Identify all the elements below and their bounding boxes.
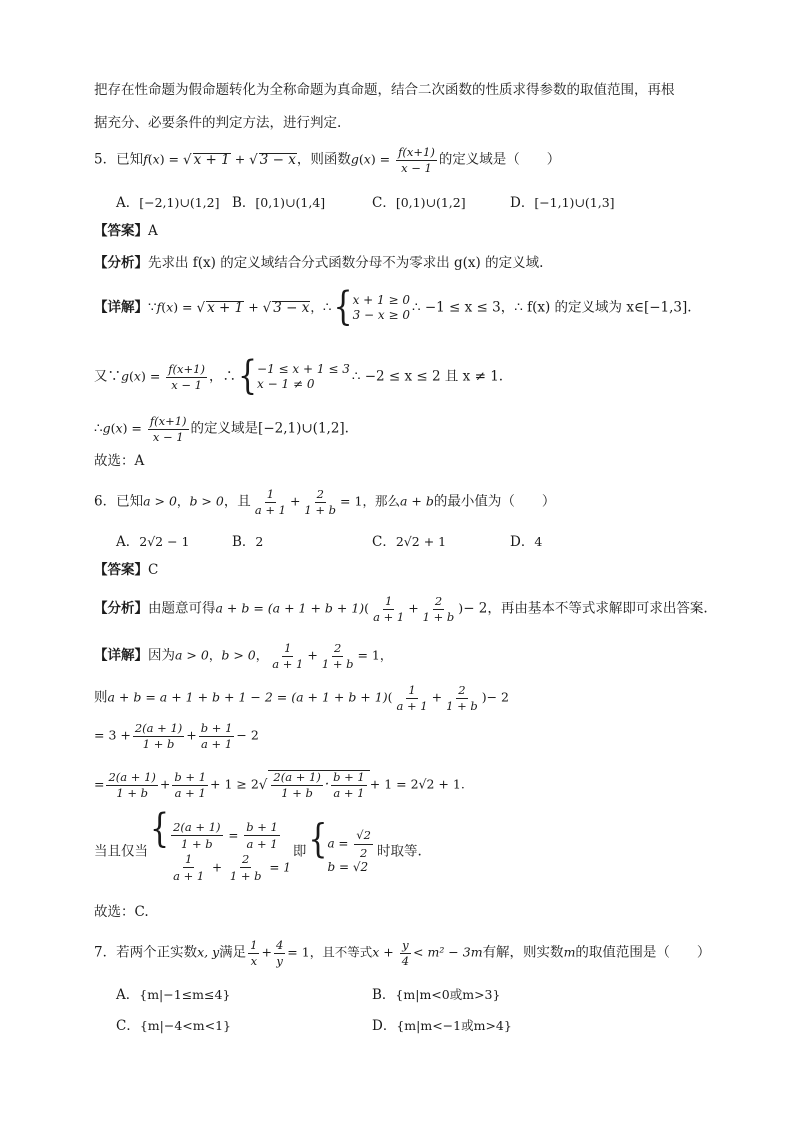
q7-option-a: A．{m|−1≤m≤4} [116, 987, 231, 1003]
q6-step-3: = $\frac{2(a + 1)}{1 + b}$ + $\frac{b + 1}{a + 1}$ + 1 ≥ 2√ $\frac{2(a + 1)}{1 + b}$ · $\frac{b + 1}{a + 1}$ + 1 = 2√2 + 1. [94, 770, 465, 800]
intro-line-1: 把存在性命题为假命题转化为全称命题为真命题，结合二次函数的性质求得参数的取值范围，再根 [94, 82, 675, 98]
q5-choose: 故选：A [94, 453, 145, 469]
q7-option-c: C．{m|−4<m<1} [116, 1018, 231, 1034]
q6-analysis: 【分析】由题意可得a + b = (a + 1 + b + 1)( $\frac{1}{a + 1}$ + $\frac{2}{1 + b}$ )− 2，再由基本不等式求解即可求出答案. [94, 594, 708, 624]
q5-option-b: B．[0,1)∪(1,4] [232, 195, 326, 211]
q5-option-c: C．[0,1)∪(1,2] [372, 195, 466, 211]
q5-stem-mid: ，则函数 [296, 151, 351, 168]
q5-detail-3: ∴g(x) = $\frac{f(x+1)}{x - 1}$ 的定义域是[−2,1)∪(1,2]. [94, 414, 349, 444]
q5-option-d: D．[−1,1)∪(1,3] [510, 195, 615, 211]
q5-answer: 【答案】A [94, 223, 158, 239]
q5-analysis: 【分析】先求出 f(x) 的定义域结合分式函数分母不为零求出 g(x) 的定义域. [94, 255, 544, 271]
q7-stem: 7．若两个正实数x, y满足 $\frac{1}{x}$ + $\frac{4}{y}$ = 1，且不等式x + $\frac{y}{4}$ < m² − 3m有解，则实数m的取值范围是（ ） [94, 938, 711, 968]
q6-option-a: A．2√2 − 1 [116, 534, 190, 550]
q7-option-d: D．{m|m<−1或m>4} [372, 1018, 512, 1034]
q6-option-d: D．4 [510, 534, 543, 550]
q5-number: 5．已知 [94, 151, 144, 168]
q6-step-2: = 3 + $\frac{2(a + 1)}{1 + b}$ + $\frac{b + 1}{a + 1}$ − 2 [94, 721, 259, 751]
q5-detail-2: 又∵g(x) = $\frac{f(x+1)}{x - 1}$ ，∴ { −1 ≤ x + 1 ≤ 3 x − 1 ≠ 0 ∴ −2 ≤ x ≤ 2 且 x ≠ 1. [94, 353, 504, 400]
q6-step-1: 则a + b = a + 1 + b + 1 − 2 = (a + 1 + b + 1)( $\frac{1}{a + 1}$ + $\frac{2}{1 + b}$ )− 2 [94, 683, 510, 713]
q5-detail-1: 【详解】∵f(x) = √ x + 1 + √ 3 − x，∴ { x + 1 ≥ 0 3 − x ≥ 0 ∴ −1 ≤ x ≤ 3，∴ f(x) 的定义域为 x∈[−1,3]. [94, 284, 692, 331]
q7-option-b: B．{m|m<0或m>3} [372, 987, 501, 1003]
q5-stem-end: 的定义域是（ ） [438, 151, 561, 168]
q6-option-b: B．2 [232, 534, 264, 550]
q6-detail-1: 【详解】因为a > 0，b > 0， $\frac{1}{a + 1}$ + $\frac{2}{1 + b}$ = 1， [94, 641, 393, 671]
q6-option-c: C．2√2 + 1 [372, 534, 447, 550]
q6-condition: 当且仅当 { $\frac{2(a + 1)}{1 + b}$ = $\frac{b + 1}{a + 1}$ $\frac{1}{a + 1}$ + $\frac{2}{1 + b}$ = 1 即 { a = $\frac{√2}{2}$ b = √2 时取等. [94, 806, 422, 884]
q6-answer: 【答案】C [94, 562, 159, 578]
intro-line-2: 据充分、必要条件的判定方法，进行判定. [94, 115, 342, 131]
q5-option-a: A．[−2,1)∪(1,2] [116, 195, 220, 211]
q5-stem: 5．已知f(x) = √ x + 1 + √ 3 − x，则函数g(x) = $\frac{f(x+1)}{x - 1}$ 的定义域是（ ） [94, 145, 561, 175]
q6-choose: 故选：C. [94, 904, 149, 920]
q6-stem: 6．已知a > 0，b > 0，且 $\frac{1}{a + 1}$ + $\frac{2}{1 + b}$ = 1，那么a + b的最小值为（ ） [94, 487, 556, 517]
